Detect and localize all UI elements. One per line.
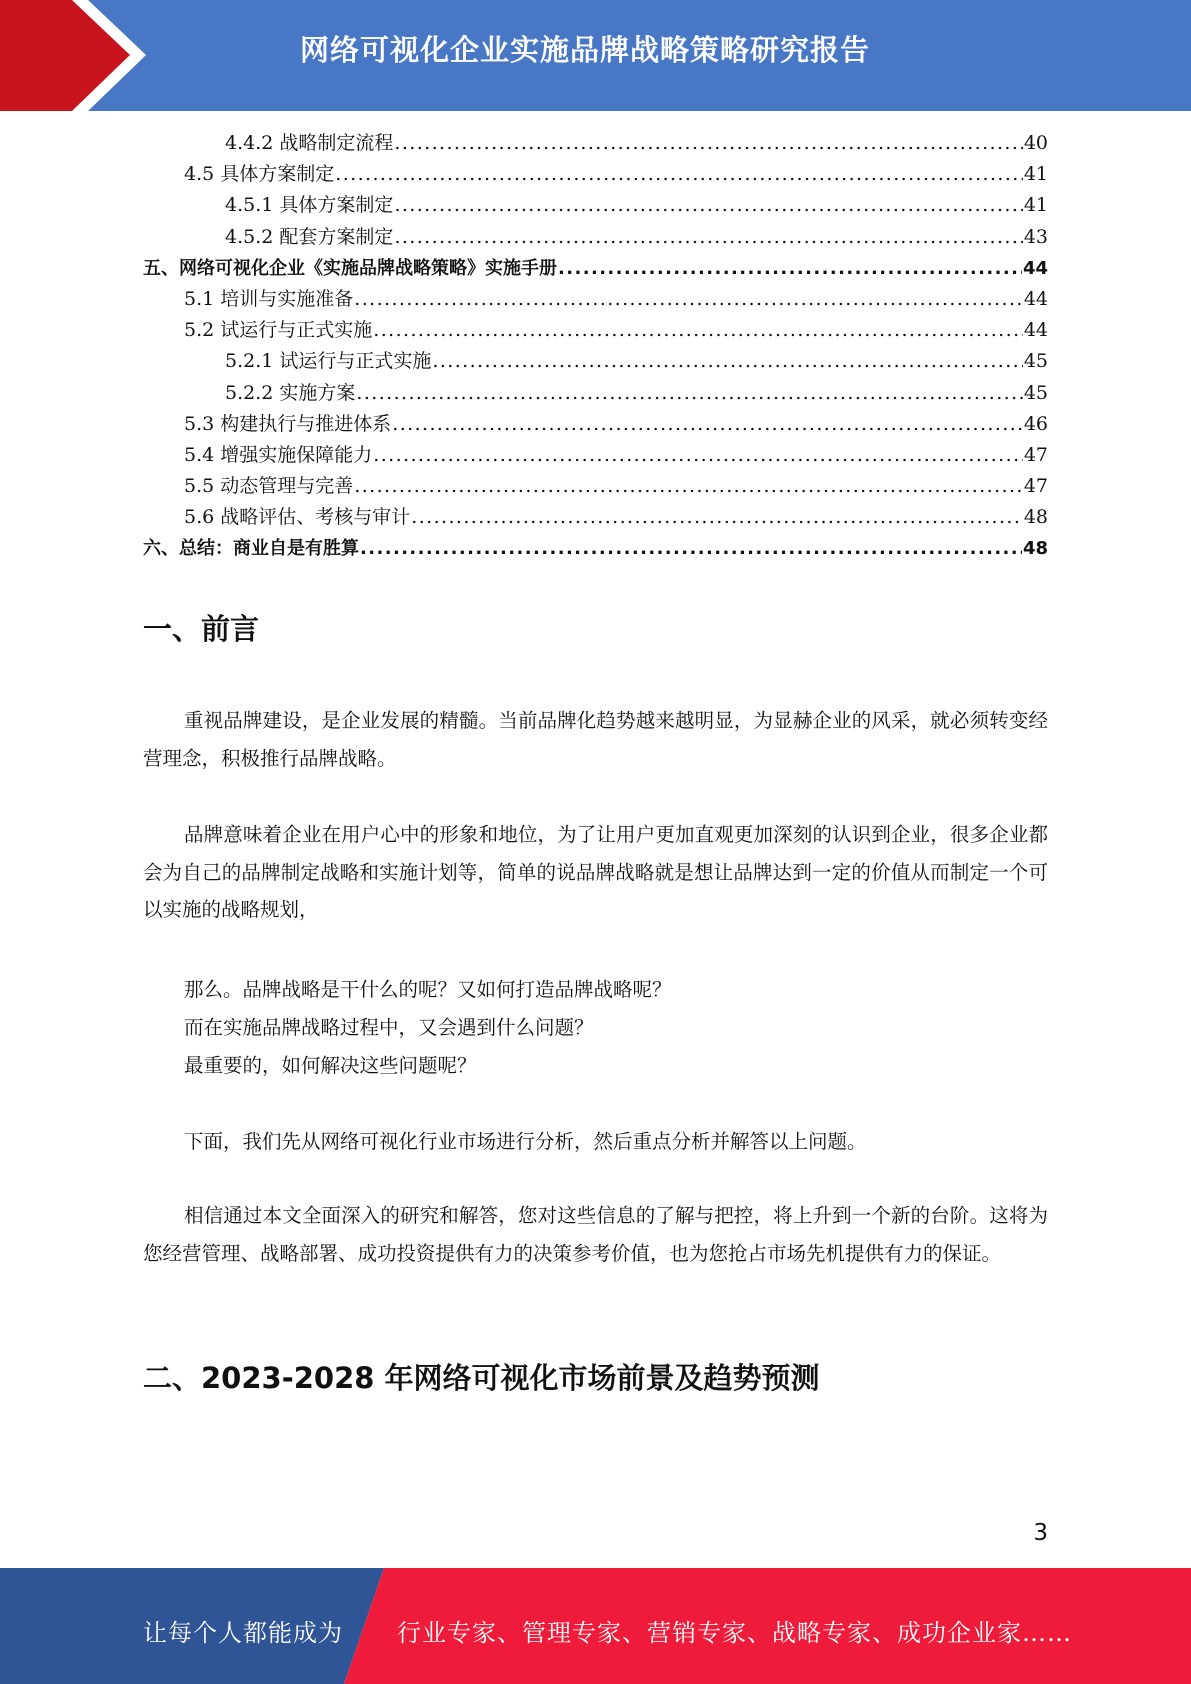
toc-leader-dots bbox=[394, 222, 1022, 253]
question-line-1: 那么。品牌战略是干什么的呢？又如何打造品牌战略呢？ bbox=[184, 978, 672, 1001]
question-line-3: 最重要的，如何解决这些问题呢？ bbox=[184, 1054, 477, 1077]
toc-entry[interactable] bbox=[143, 253, 1048, 284]
toc-leader-dots bbox=[392, 409, 1023, 440]
toc-entry[interactable] bbox=[143, 159, 1048, 190]
toc-entry-page: 45 bbox=[1023, 350, 1048, 373]
question-line-2: 而在实施品牌战略过程中，又会遇到什么问题？ bbox=[184, 1016, 594, 1039]
toc-entry-label: 5.2 试运行与正式实施 bbox=[184, 319, 373, 342]
toc-entry-label: 5.1 培训与实施准备 bbox=[184, 287, 354, 310]
header-title: 网络可视化企业实施品牌战略策略研究报告 bbox=[300, 33, 871, 67]
section-heading-market-outlook: 二、2023-2028 年网络可视化市场前景及趋势预测 bbox=[143, 1361, 820, 1395]
toc-entry[interactable] bbox=[143, 378, 1048, 409]
toc-entry-label: 六、总结：商业自是有胜算 bbox=[143, 538, 359, 560]
paragraph-3: 下面，我们先从网络可视化行业市场进行分析，然后重点分析并解答以上问题。 bbox=[184, 1130, 867, 1153]
toc-leader-dots bbox=[360, 533, 1022, 564]
toc-entry-label: 4.5.2 配套方案制定 bbox=[225, 225, 394, 248]
toc-entry[interactable] bbox=[143, 190, 1048, 221]
toc-entry-page: 41 bbox=[1023, 194, 1048, 217]
toc-entry[interactable] bbox=[143, 128, 1048, 159]
toc-leader-dots bbox=[432, 346, 1022, 377]
footer-slogan-right: 行业专家、管理专家、营销专家、战略专家、成功企业家…… bbox=[397, 1619, 1072, 1647]
toc-entry-label: 5.2.2 实施方案 bbox=[225, 381, 356, 404]
toc-entry[interactable] bbox=[143, 346, 1048, 377]
toc-entry-page: 41 bbox=[1023, 163, 1048, 186]
toc-leader-dots bbox=[373, 440, 1023, 471]
toc-entry-label: 五、网络可视化企业《实施品牌战略策略》实施手册 bbox=[143, 257, 557, 279]
toc-entry-page: 46 bbox=[1023, 412, 1048, 435]
toc-leader-dots bbox=[558, 253, 1022, 284]
toc-entry-label: 4.4.2 战略制定流程 bbox=[225, 132, 394, 154]
paragraph-4: 相信通过本文全面深入的研究和解答，您对这些信息的了解与把控，将上升到一个新的台阶。这将为您经营管理、战略部署、成功投资提供有力的决策参考价值，也为您抢占市场先机提供有力的保证。 bbox=[143, 1204, 1048, 1265]
toc-entry-page: 47 bbox=[1023, 443, 1048, 466]
paragraph-1: 重视品牌建设，是企业发展的精髓。当前品牌化趋势越来越明显，为显赫企业的风采，就必须转变经营理念，积极推行品牌战略。 bbox=[143, 709, 1048, 770]
toc-entry[interactable] bbox=[143, 502, 1048, 533]
section-heading-preface: 一、前言 bbox=[143, 612, 260, 646]
toc-entry[interactable] bbox=[143, 440, 1048, 471]
toc-leader-dots bbox=[373, 315, 1023, 346]
page-header bbox=[0, 0, 1191, 111]
toc-entry[interactable] bbox=[143, 222, 1048, 253]
toc-leader-dots bbox=[411, 502, 1023, 533]
table-of-contents bbox=[143, 128, 1048, 565]
toc-leader-dots bbox=[354, 284, 1023, 315]
footer-slogan-left: 让每个人都能成为 bbox=[143, 1619, 343, 1647]
toc-entry-label: 5.2.1 试运行与正式实施 bbox=[225, 350, 432, 373]
toc-entry-page: 45 bbox=[1023, 381, 1048, 404]
toc-leader-dots bbox=[335, 159, 1023, 190]
page-number: 3 bbox=[1033, 1520, 1048, 1546]
toc-entry[interactable] bbox=[143, 409, 1048, 440]
toc-entry[interactable] bbox=[143, 284, 1048, 315]
toc-entry-page: 48 bbox=[1023, 506, 1048, 529]
toc-entry-label: 4.5.1 具体方案制定 bbox=[225, 194, 394, 217]
toc-entry-page: 44 bbox=[1022, 257, 1048, 279]
toc-entry-label: 5.6 战略评估、考核与审计 bbox=[184, 506, 411, 529]
toc-entry-page: 44 bbox=[1023, 319, 1048, 342]
toc-leader-dots bbox=[356, 378, 1022, 409]
page-footer bbox=[0, 1568, 1191, 1684]
toc-entry-label: 4.5 具体方案制定 bbox=[184, 163, 335, 186]
toc-entry-label: 5.5 动态管理与完善 bbox=[184, 475, 354, 498]
toc-entry-label: 5.3 构建执行与推进体系 bbox=[184, 412, 392, 435]
toc-entry-label: 5.4 增强实施保障能力 bbox=[184, 443, 373, 466]
toc-entry-page: 48 bbox=[1022, 538, 1048, 560]
toc-entry-page: 47 bbox=[1023, 475, 1048, 498]
toc-entry[interactable] bbox=[143, 471, 1048, 502]
toc-entry[interactable] bbox=[143, 315, 1048, 346]
header-flag-graphic bbox=[0, 0, 160, 111]
toc-entry-page: 40 bbox=[1023, 132, 1048, 154]
toc-entry-page: 44 bbox=[1023, 287, 1048, 310]
toc-entry[interactable] bbox=[143, 533, 1048, 564]
toc-entry-page: 43 bbox=[1023, 225, 1048, 248]
paragraph-2: 品牌意味着企业在用户心中的形象和地位，为了让用户更加直观更加深刻的认识到企业，很多企业都会为自己的品牌制定战略和实施计划等，简单的说品牌战略就是想让品牌达到一定的价值从而制定一个可以实施的战略规划， bbox=[143, 823, 1048, 921]
toc-leader-dots bbox=[354, 471, 1023, 502]
toc-leader-dots bbox=[394, 128, 1022, 159]
toc-leader-dots bbox=[394, 190, 1022, 221]
